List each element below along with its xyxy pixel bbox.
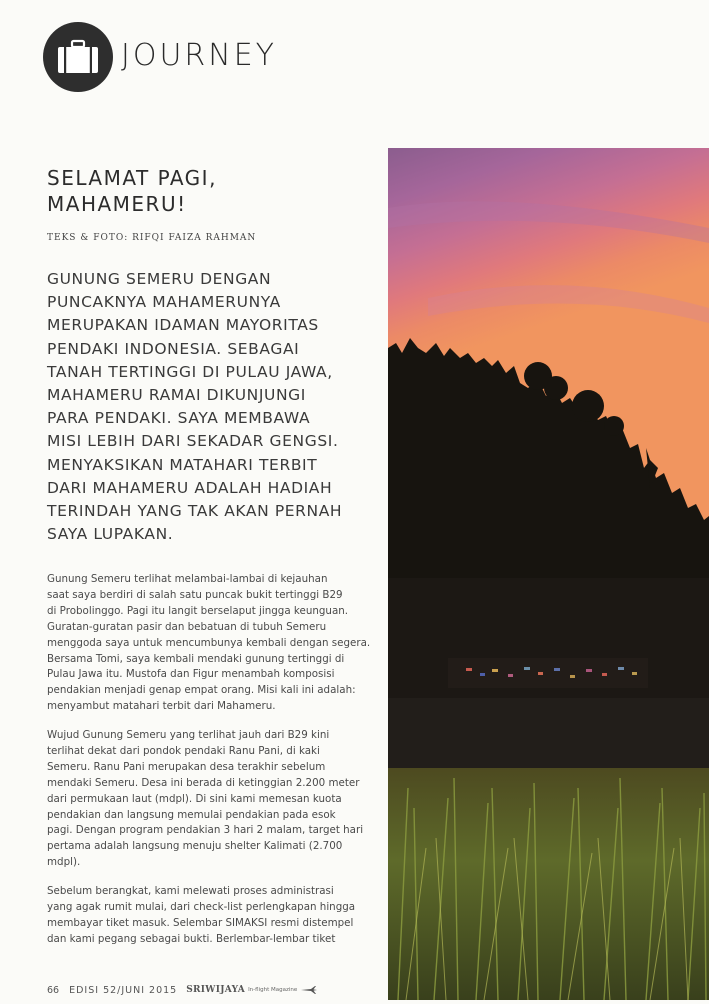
article-title-line: SELAMAT PAGI, (47, 166, 217, 190)
body-line: yang agak rumit mulai, dari check-list perlengkapan hingga (47, 900, 356, 913)
article-title-line: MAHAMERU! (47, 192, 187, 216)
magazine-name: SRIWIJAYA (186, 985, 246, 995)
body-paragraph-1 (47, 572, 377, 715)
page-number: 66 (47, 984, 60, 996)
body-line: Gunung Semeru terlihat melambai-lambai di kejauhan (47, 573, 328, 585)
magazine-subtitle: In-flight Magazine (248, 987, 298, 993)
body-line: dan kami pegang sebagai bukti. Berlembar-lembar tiket (47, 932, 336, 945)
lead-paragraph (47, 268, 377, 546)
body-line: Semeru. Ranu Pani merupakan desa terakhir sebelum (47, 760, 326, 773)
lead-line: DARI MAHAMERU ADALAH HADIAH (47, 478, 333, 497)
lead-line: TANAH TERTINGGI DI PULAU JAWA, (47, 362, 333, 381)
body-paragraph-2 (47, 728, 377, 871)
body-line: Bersama Tomi, saya kembali mendaki gunung tertinggi di (47, 652, 345, 665)
body-line: Pulau Jawa itu. Mustofa dan Figur menambah komposisi (47, 668, 335, 681)
section-title: JOURNEY (121, 38, 277, 73)
body-line: pagi. Dengan program pendakian 3 hari 2 malam, target hari (47, 824, 364, 837)
body-line: pendakian menjadi genap empat orang. Misi kali ini adalah: (47, 684, 356, 697)
suitcase-icon (57, 39, 99, 75)
body-line: membayar tiket masuk. Selembar SIMAKSI resmi distempel (47, 916, 354, 929)
issue-label: EDISI 52/JUNI 2015 (69, 984, 178, 996)
body-line: pendakian dan langsung memulai pendakian pada esok (47, 808, 336, 821)
sunrise-photo (388, 148, 709, 1000)
lead-line: MENYAKSIKAN MATAHARI TERBIT (47, 455, 318, 474)
page-footer (47, 983, 377, 997)
body-line: dari permukaan laut (mdpl). Di sini kami memesan kuota (47, 792, 342, 805)
lead-line: PUNCAKNYA MAHAMERUNYA (47, 293, 281, 312)
body-line: saat saya berdiri di salah satu puncak bukit tertinggi B29 (47, 588, 343, 601)
body-line: menyambut matahari terbit dari Mahameru. (47, 700, 276, 713)
section-badge (43, 22, 113, 92)
lead-line: MERUPAKAN IDAMAN MAYORITAS (47, 316, 319, 335)
body-line: di Probolinggo. Pagi itu langit berselaput jingga keunguan. (47, 604, 349, 617)
lead-line: MAHAMERU RAMAI DIKUNJUNGI (47, 386, 306, 405)
lead-line: MISI LEBIH DARI SEKADAR GENGSI. (47, 432, 339, 451)
airplane-icon (301, 986, 317, 994)
body-line: Wujud Gunung Semeru yang terlihat jauh dari B29 kini (47, 729, 330, 741)
body-line: Guratan-guratan pasir dan bebatuan di tubuh Semeru (47, 620, 327, 633)
section-header (43, 22, 343, 92)
body-paragraph-3 (47, 884, 377, 948)
body-line: pertama adalah langsung menuju shelter Kalimati (2.700 (47, 840, 343, 853)
body-line: mdpl). (47, 856, 81, 869)
lead-line: SAYA LUPAKAN. (47, 525, 174, 544)
body-line: Sebelum berangkat, kami melewati proses administrasi (47, 885, 334, 897)
lead-line: TERINDAH YANG TAK AKAN PERNAH (47, 502, 343, 521)
lead-line: GUNUNG SEMERU DENGAN (47, 270, 272, 288)
body-line: terlihat dekat dari pondok pendaki Ranu Pani, di kaki (47, 744, 320, 757)
sunrise-photo-illustration (388, 148, 709, 1000)
article-title (47, 165, 347, 217)
body-line: mendaki Semeru. Desa ini berada di ketinggian 2.200 meter (47, 776, 360, 789)
lead-line: PENDAKI INDONESIA. SEBAGAI (47, 339, 300, 358)
body-line: menggoda saya untuk mencumbunya kembali dengan segera. (47, 636, 371, 649)
byline: TEKS & FOTO: RIFQI FAIZA RAHMAN (47, 233, 257, 243)
lead-line: PARA PENDAKI. SAYA MEMBAWA (47, 409, 311, 428)
